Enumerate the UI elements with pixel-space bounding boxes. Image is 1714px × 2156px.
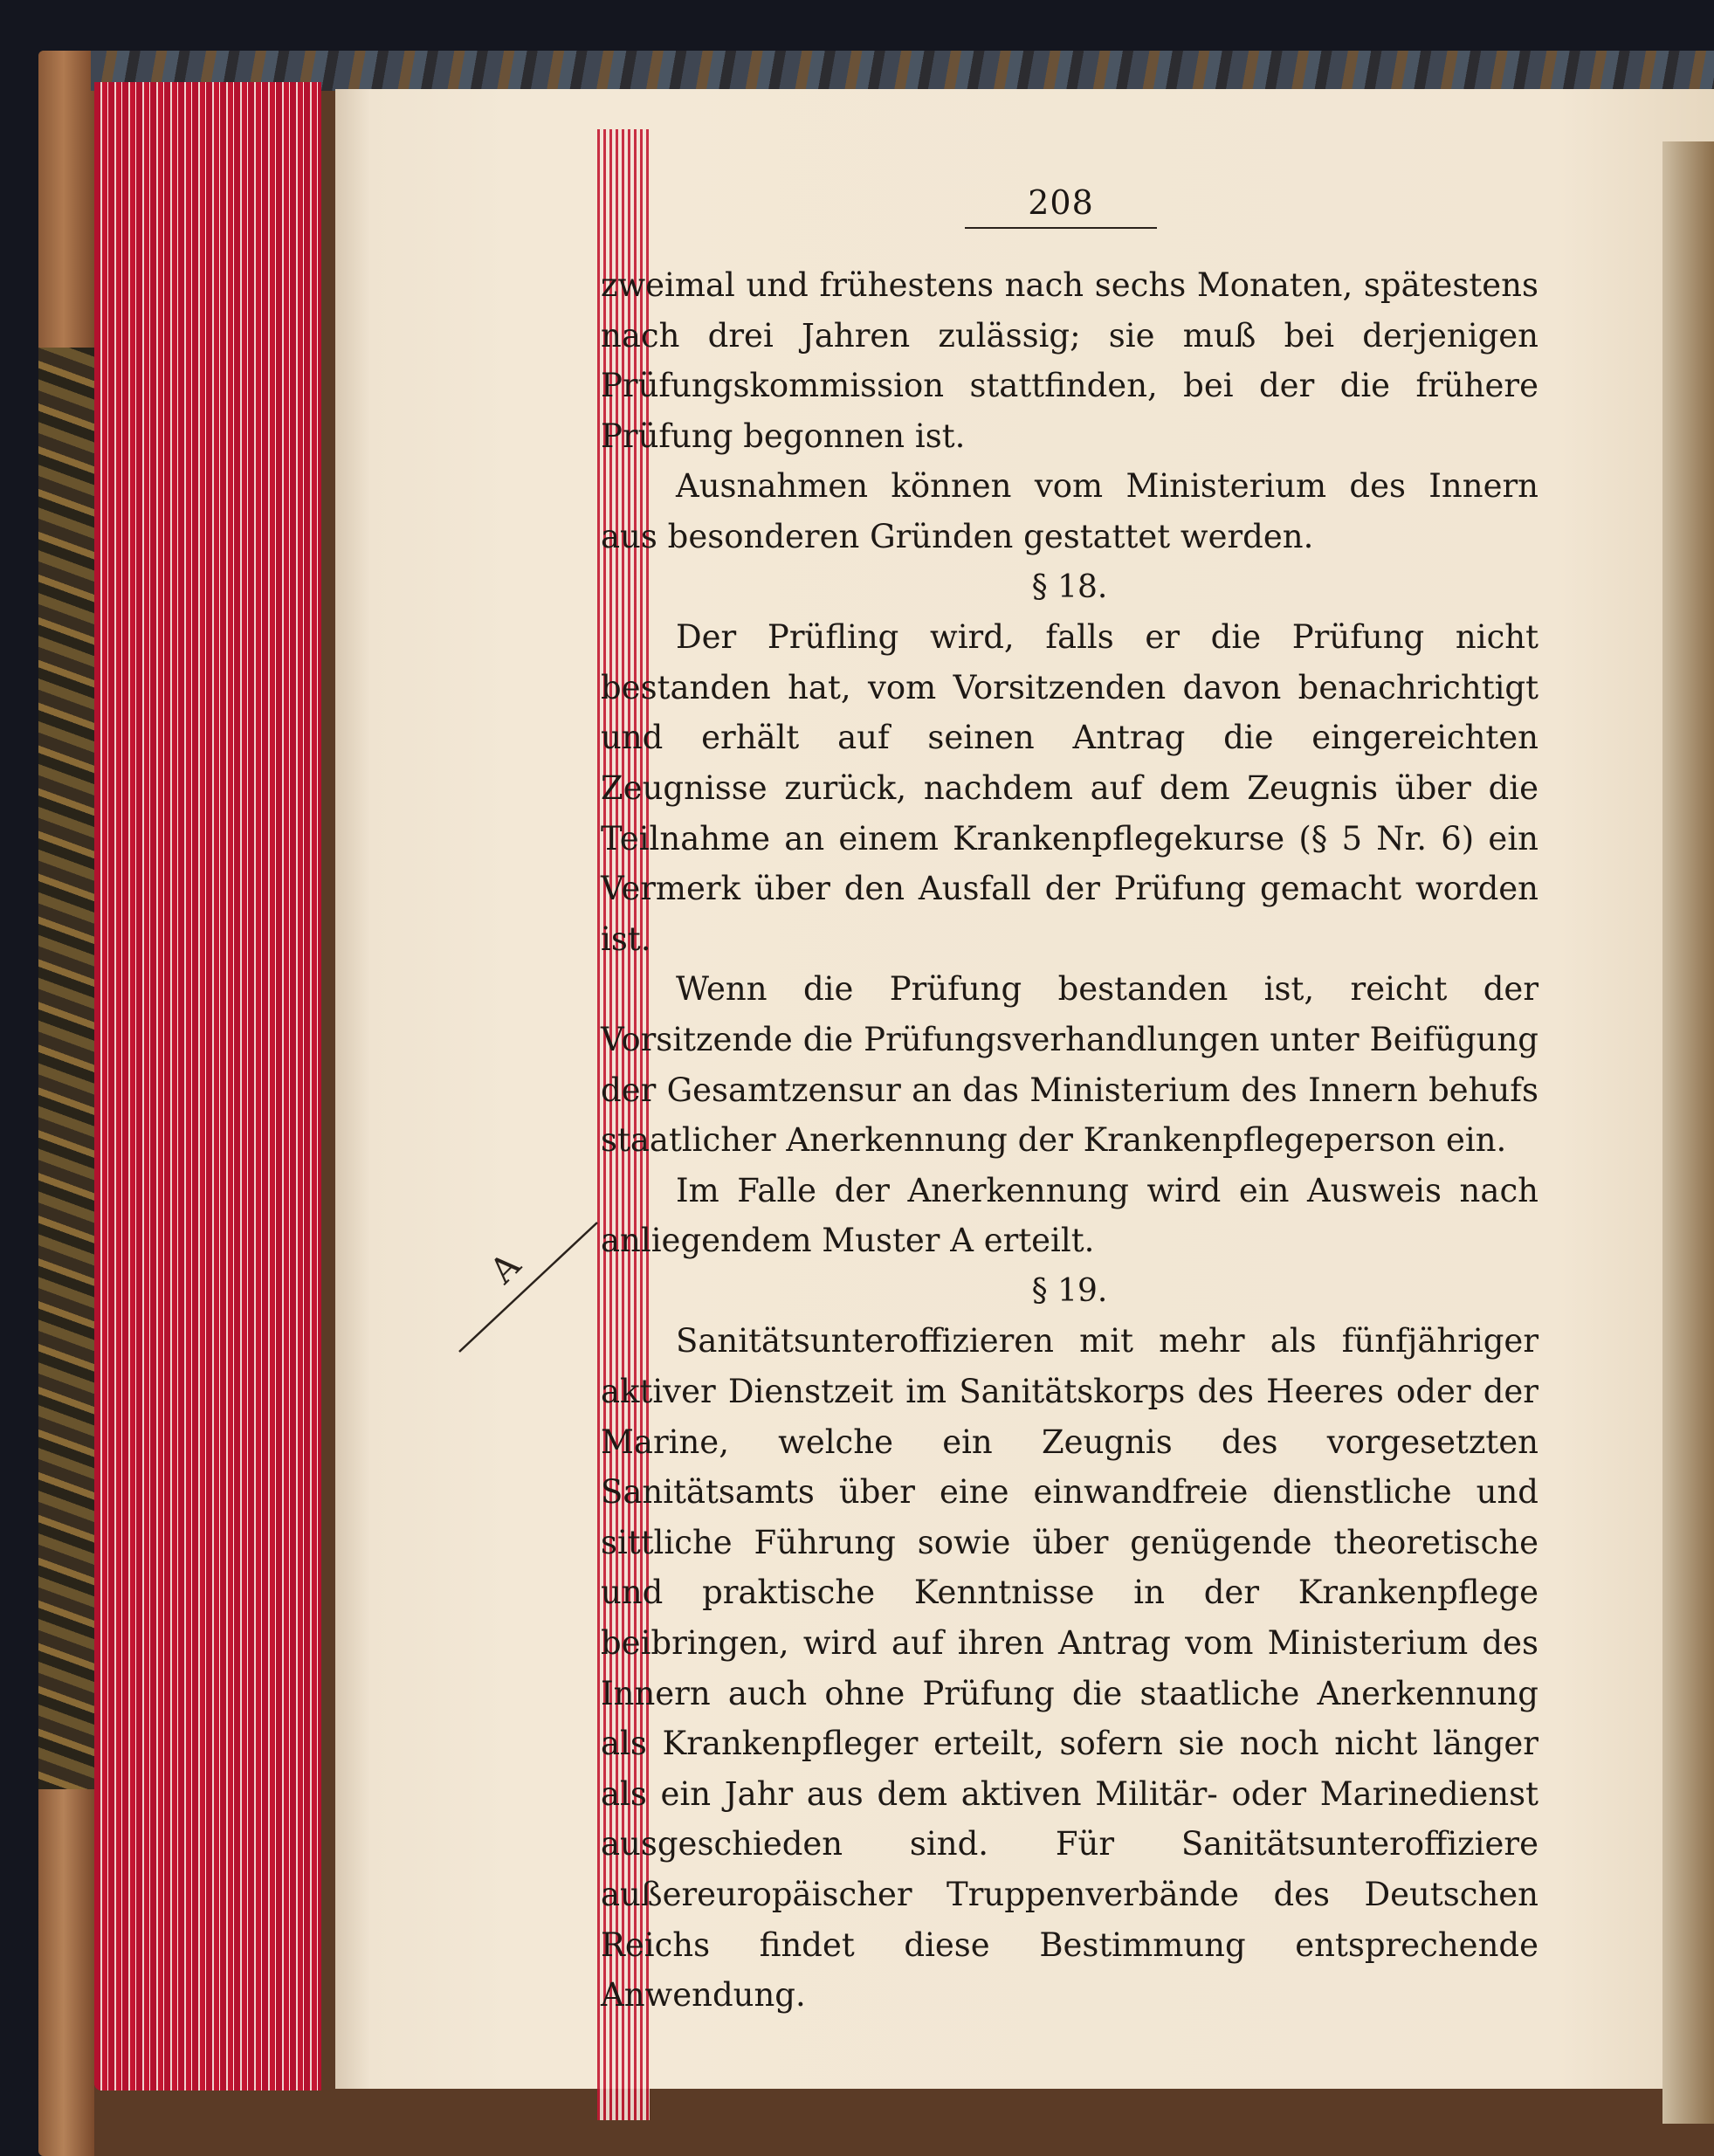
body-text xyxy=(601,260,1538,2021)
paragraph-exceptions: Ausnahmen können vom Ministerium des Innern aus besonderen Gründen gestattet werden. xyxy=(601,467,1538,555)
top-marbled-board xyxy=(91,51,1714,91)
page-header xyxy=(965,183,1157,229)
margin-diagonal-line xyxy=(459,1223,597,1352)
header-rule xyxy=(965,227,1157,229)
gutter-shadow xyxy=(1662,141,1714,2124)
red-page-edges xyxy=(94,82,321,2091)
paragraph-passed-exam: Wenn die Prüfung bestanden ist, reicht der Vorsitzende die Prüfungsverhandlungen unter Beifügung der Gesamtzensur an das Ministerium des Innern behufs staatlicher Anerkennung der Krankenpflegeperson ein. xyxy=(601,970,1538,1160)
spine-leather-top xyxy=(38,51,94,348)
spine-leather-bottom xyxy=(38,1789,94,2156)
section-heading-19: § 19. xyxy=(1031,1272,1108,1309)
margin-note-mark xyxy=(454,1205,611,1362)
paragraph-certificate: Im Falle der Anerkennung wird ein Ausweis nach anliegendem Muster A erteilt. xyxy=(601,1171,1538,1260)
section-heading-18: § 18. xyxy=(1031,568,1108,605)
paragraph-failed-exam: Der Prüfling wird, falls er die Prüfung nicht bestanden hat, vom Vorsitzenden davon benachrichtigt und erhält auf seinen Antrag die eingereichten Zeugnisse zurück, nachdem auf dem Zeugnis über die Teilnahme an einem Krankenpflegekurse (§ 5 Nr. 6) ein Vermerk über den Ausfall der Prüfung gemacht worden ist. xyxy=(601,618,1538,958)
paragraph-medical-nco: Sanitätsunteroffizieren mit mehr als fünfjähriger aktiver Dienstzeit im Sanitätskorps des Heeres oder der Marine, welche ein Zeugnis des vorgesetzten Sanitätsamts über eine einwandfreie dienstliche und sittliche Führung sowie über genügende theoretische und praktische Kenntnisse in der Krankenpflege beibringen, wird auf ihren Antrag vom Ministerium des Innern auch ohne Prüfung die staatliche Anerkennung als Krankenpfleger erteilt, sofern sie noch nicht länger als ein Jahr aus dem aktiven Militär- oder Marinedienst ausgeschieden sind. Für Sanitätsunteroffiziere außereuropäischer Truppenverbände des Deutschen Reichs findet diese Bestimmung entsprechende Anwendung. xyxy=(601,1322,1538,2015)
margin-note-letter: A xyxy=(482,1245,529,1292)
page-number: 208 xyxy=(1028,183,1094,222)
paragraph-continued: zweimal und frühestens nach sechs Monaten, spätestens nach drei Jahren zulässig; sie muß bei derjenigen Prüfungskommission stattfinden, bei der die frühere Prüfung begonnen ist. xyxy=(601,266,1538,455)
